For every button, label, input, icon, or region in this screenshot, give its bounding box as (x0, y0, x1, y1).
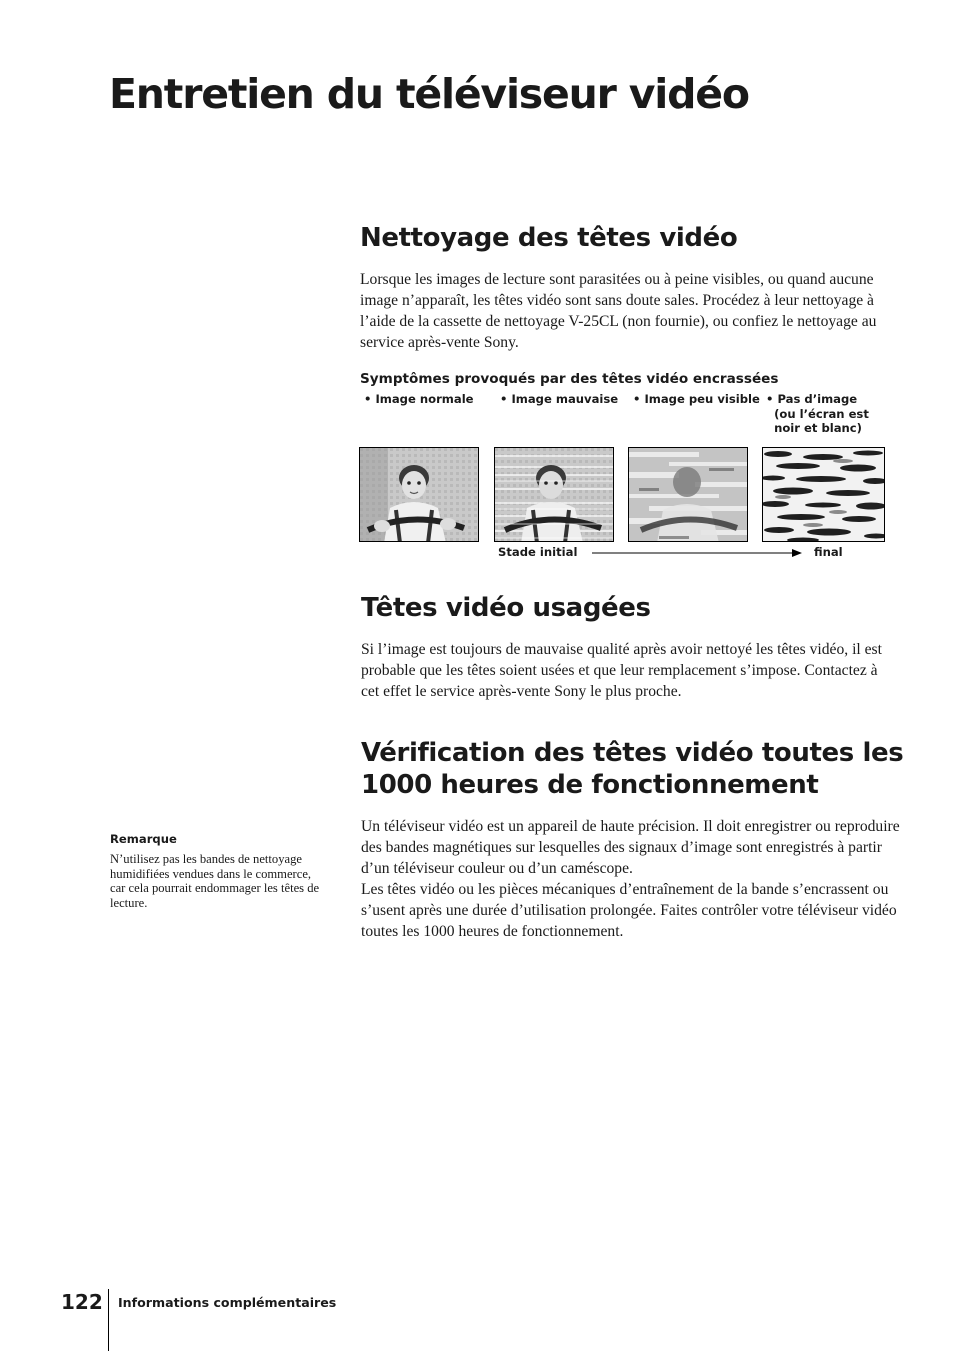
symptom-label-faint: • Image peu visible (633, 392, 760, 406)
section-body-check-paragraph-2: Les têtes vidéo ou les pièces mécaniques d’entraînement de la bande s’encrassent ou s’usent après une durée d’utilisation prolongée. Faites contrôler votre téléviseur vidéo toutes les 1000 heures de fonctionnement. (361, 881, 897, 940)
symptom-label-normal: • Image normale (364, 392, 474, 406)
section-body-cleaning: Lorsque les images de lecture sont parasitées ou à peine visibles, ou quand aucune image n’apparaît, les têtes vidéo sont sans doute sales. Procédez à leur nettoyage à l’aide de la cassette de nettoyage V-25CL (non fournie), ou confiez le nettoyage au service après-vente Sony. (360, 271, 877, 351)
section-heading-cleaning: Nettoyage des têtes vidéo (360, 223, 738, 253)
note-body: N’utilisez pas les bandes de nettoyage humidifiées vendues dans le commerce, car cela pourrait endommager les têtes de lecture. (110, 852, 320, 910)
section-heading-check: Vérification des têtes vidéo toutes les 1000 heures de fonctionnement (361, 738, 904, 800)
symptoms-title: Symptômes provoqués par des têtes vidéo encrassées (360, 371, 779, 387)
example-image-faint (628, 447, 748, 542)
stage-end-label: final (814, 545, 843, 559)
symptom-label-bad: • Image mauvaise (500, 392, 619, 406)
example-image-bad (494, 447, 614, 542)
stage-start-label: Stade initial (498, 545, 578, 559)
section-heading-worn: Têtes vidéo usagées (361, 593, 651, 623)
section-body-worn: Si l’image est toujours de mauvaise qualité après avoir nettoyé les têtes vidéo, il est probable que les têtes soient usées et que leur remplacement s’impose. Contactez à cet effet le service après-vente Sony le plus proche. (361, 641, 882, 700)
example-image-none (762, 447, 885, 542)
section-body-check (361, 816, 901, 942)
section-body-check-paragraph-1: Un téléviseur vidéo est un appareil de haute précision. Il doit enregistrer ou reproduire des bandes magnétiques sur lesquelles des signaux d’image sont enregistrés à partir d’un téléviseur couleur ou d’un caméscope. (361, 818, 900, 877)
page-title: Entretien du téléviseur vidéo (109, 70, 749, 118)
footer-section-label: Informations complémentaires (118, 1295, 337, 1310)
example-image-normal (359, 447, 479, 542)
footer-divider (108, 1289, 109, 1351)
note-title: Remarque (110, 832, 177, 846)
symptom-label-none: • Pas d’image (ou l’écran est noir et blanc) (766, 392, 869, 435)
progression-arrow (592, 546, 804, 560)
page-number: 122 (61, 1290, 103, 1314)
